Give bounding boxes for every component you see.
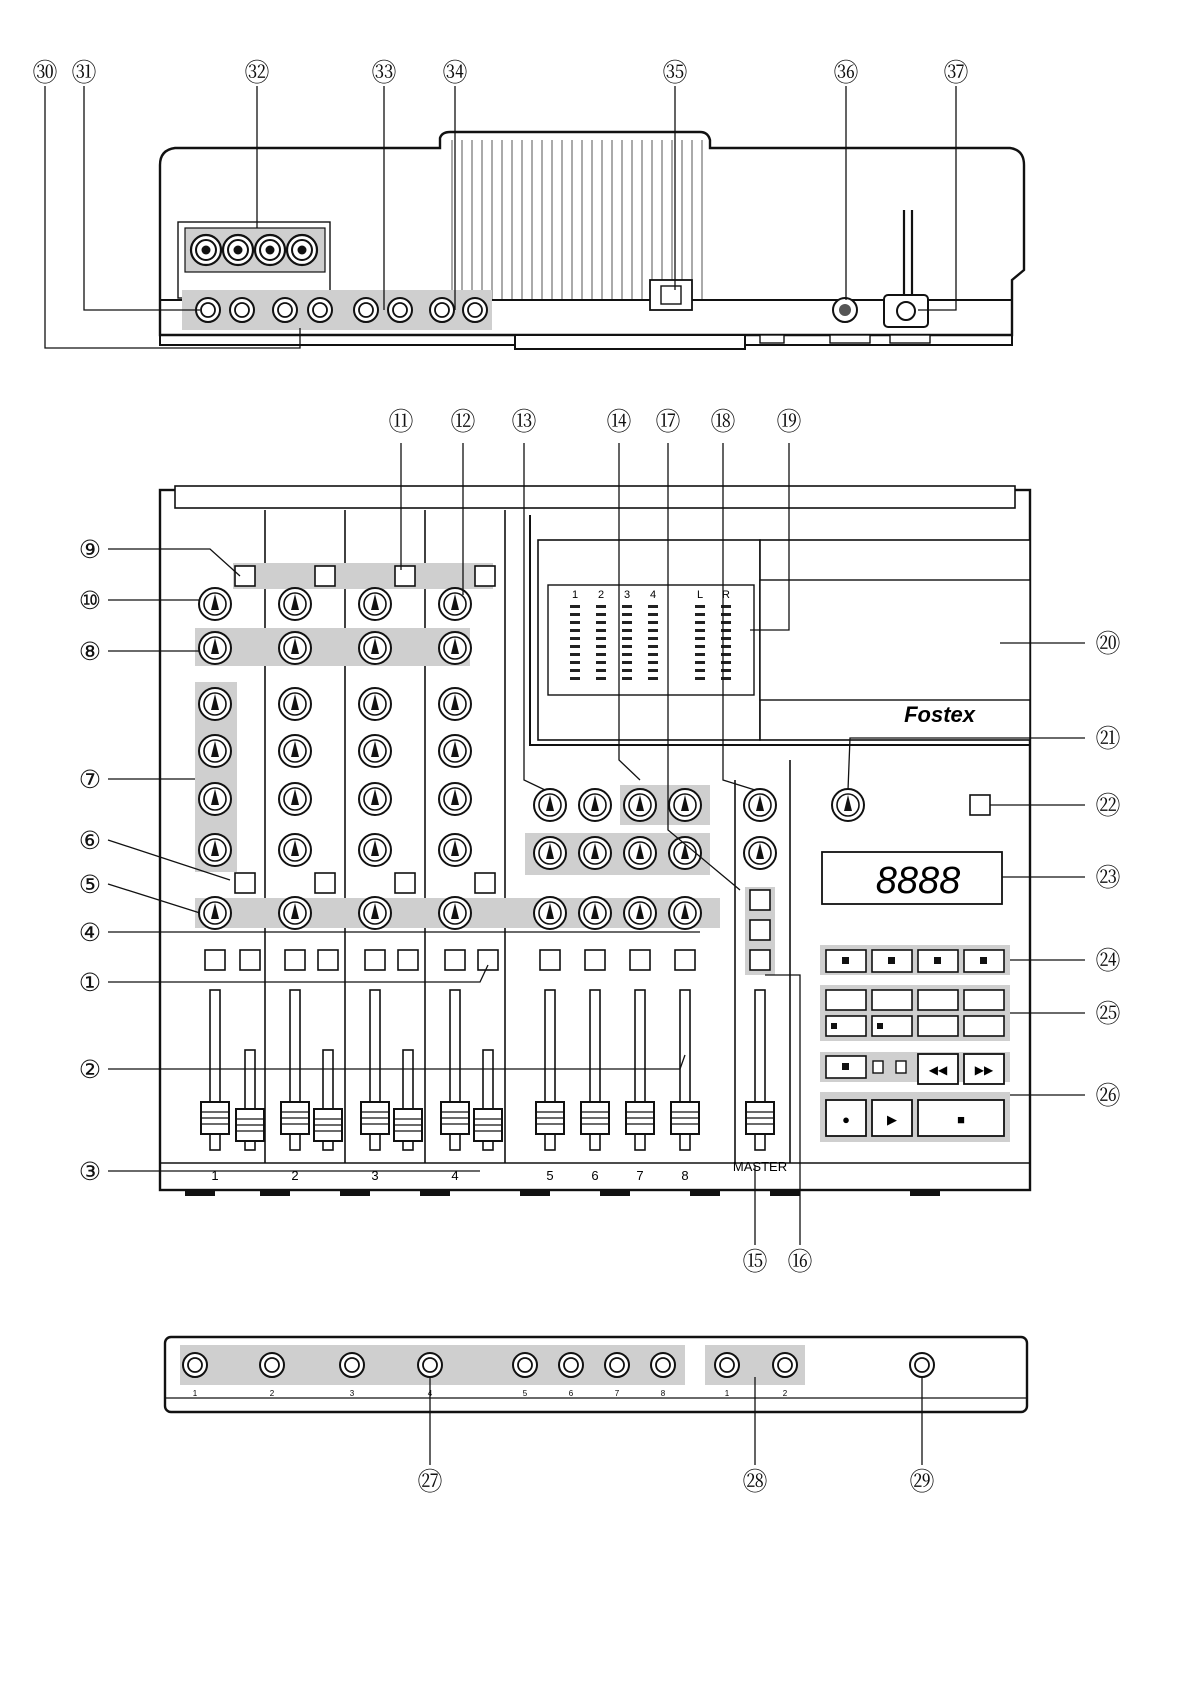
callout-9: ⑨ — [78, 536, 102, 564]
channel-label-1: 1 — [211, 1168, 219, 1183]
callout-20: ⑳ — [1095, 630, 1121, 658]
callout-21: ㉑ — [1095, 725, 1121, 753]
callout-11: ⑪ — [388, 408, 414, 436]
counter-readout: 8888 — [875, 860, 961, 902]
input-number-4: 4 — [427, 1389, 433, 1398]
input-number-7: 7 — [614, 1389, 620, 1398]
meter-label-4: 4 — [649, 589, 657, 601]
callout-35: ㉟ — [662, 59, 688, 87]
callout-10: ⑩ — [78, 587, 102, 615]
callout-33: ㉝ — [371, 59, 397, 87]
callout-12: ⑫ — [450, 408, 476, 436]
counter-display — [822, 852, 1002, 904]
brand-logo: Fostex — [904, 702, 975, 727]
callout-22: ㉒ — [1095, 792, 1121, 820]
callout-14: ⑭ — [606, 408, 632, 436]
channel-label-7: 7 — [636, 1168, 644, 1183]
callout-24: ㉔ — [1095, 947, 1121, 975]
callout-5: ⑤ — [78, 871, 102, 899]
callout-19: ⑲ — [776, 408, 802, 436]
record-button[interactable]: ● — [842, 1112, 850, 1127]
callout-37: ㊲ — [943, 59, 969, 87]
input-number-5: 5 — [522, 1389, 528, 1398]
channel-label-2: 2 — [291, 1168, 299, 1183]
callout-16: ⑯ — [787, 1248, 813, 1276]
callout-30: ㉚ — [32, 59, 58, 87]
callout-18: ⑱ — [710, 408, 736, 436]
input-number-8: 8 — [660, 1389, 666, 1398]
callout-1: ① — [78, 969, 102, 997]
transport-buttons — [820, 1052, 1010, 1142]
callout-2: ② — [78, 1056, 102, 1084]
channel-label-6: 6 — [591, 1168, 599, 1183]
meter-label-2: 2 — [597, 589, 605, 601]
callout-25: ㉕ — [1095, 1000, 1121, 1028]
meter-label-1: 1 — [571, 589, 579, 601]
record-track-buttons — [820, 945, 1010, 975]
callout-3: ③ — [78, 1158, 102, 1186]
channel-label-3: 3 — [371, 1168, 379, 1183]
callout-26: ㉖ — [1095, 1082, 1121, 1110]
callout-8: ⑧ — [78, 638, 102, 666]
locate-buttons — [820, 985, 1010, 1041]
callout-28: ㉘ — [742, 1468, 768, 1496]
input-number-1: 1 — [192, 1389, 198, 1398]
meter-label-3: 3 — [623, 589, 631, 601]
rewind-button[interactable]: ◀◀ — [928, 1063, 948, 1077]
input-number-2: 2 — [269, 1389, 275, 1398]
callout-34: ㉞ — [442, 59, 468, 87]
callout-15: ⑮ — [742, 1248, 768, 1276]
meter-label-r: R — [722, 589, 730, 601]
front-panel — [165, 1337, 1027, 1412]
callout-13: ⑬ — [511, 408, 537, 436]
channel-label-8: 8 — [681, 1168, 689, 1183]
stop-button[interactable]: ■ — [957, 1112, 965, 1127]
callout-27: ㉗ — [417, 1468, 443, 1496]
input-number-3: 3 — [349, 1389, 355, 1398]
play-button[interactable]: ▶ — [887, 1112, 897, 1127]
callout-32: ㉜ — [244, 59, 270, 87]
callout-31: ㉛ — [71, 59, 97, 87]
callout-6: ⑥ — [78, 827, 102, 855]
callout-17: ⑰ — [655, 408, 681, 436]
callout-4: ④ — [78, 919, 102, 947]
top-panel — [160, 486, 1190, 1196]
rear-panel — [160, 132, 1024, 349]
callout-36: ㊱ — [833, 59, 859, 87]
master-label: MASTER — [732, 1159, 788, 1174]
meter-label-l: L — [696, 589, 704, 601]
fast-forward-button[interactable]: ▶▶ — [974, 1063, 994, 1077]
callout-29: ㉙ — [909, 1468, 935, 1496]
callout-23: ㉓ — [1095, 864, 1121, 892]
channel-label-4: 4 — [451, 1168, 459, 1183]
phones-number-2: 2 — [782, 1389, 788, 1398]
callout-7: ⑦ — [78, 766, 102, 794]
input-number-6: 6 — [568, 1389, 574, 1398]
phones-number-1: 1 — [724, 1389, 730, 1398]
channel-label-5: 5 — [546, 1168, 554, 1183]
